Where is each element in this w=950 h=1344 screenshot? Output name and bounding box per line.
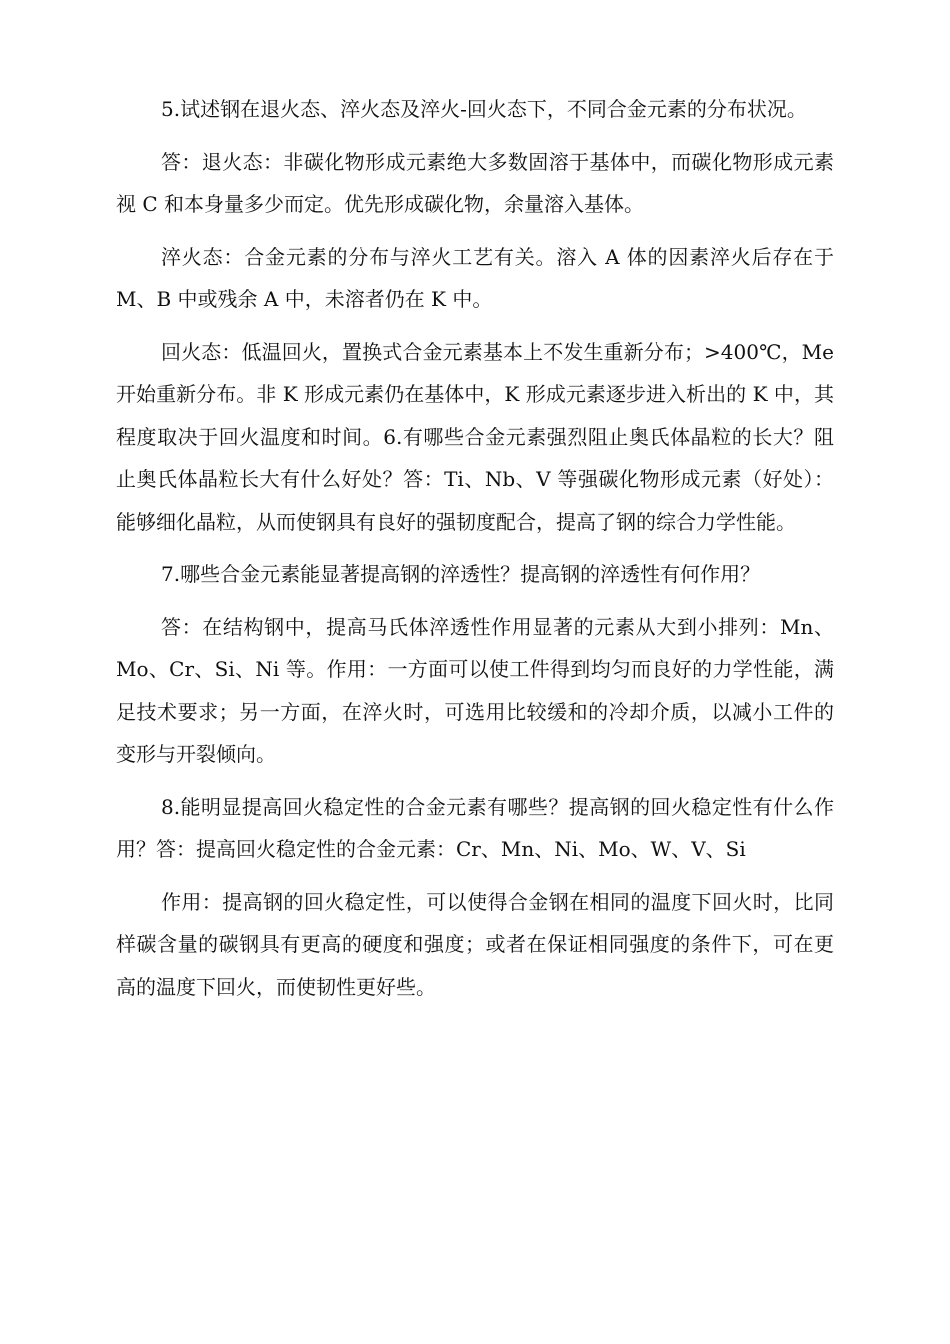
paragraph-q5: 5.试述钢在退火态、淬火态及淬火-回火态下，不同合金元素的分布状况。 (161, 97, 807, 121)
paragraph-tempered-state-q6: 回火态：低温回火，置换式合金元素基本上不发生重新分布；>400℃，Me 开始重新分布。非 K 形成元素仍在基体中，K 形成元素逐步进入析出的 K 中，其程度取决于回火温度和时间。6.有哪些合金元素强烈阻止奥氏体晶粒的长大？阻止奥氏体晶粒长大有什么好处？答：Ti、Nb、V 等强碳化物形成元素（好处）：能够细化晶粒，从而使钢具有良好的强韧度配合，提高了钢的综合力学性能。 (116, 339, 834, 534)
paragraph-quenched-state: 淬火态：合金元素的分布与淬火工艺有关。溶入 A 体的因素淬火后存在于 M、B 中或残余 A 中，未溶者仍在 K 中。 (116, 244, 834, 311)
paragraph-q7-answer: 答：在结构钢中，提高马氏体淬透性作用显著的元素从大到小排列：Mn、Mo、Cr、Si、Ni 等。作用：一方面可以使工件得到均匀而良好的力学性能，满足技术要求；另一方面，在淬火时，可选用比较缓和的冷却介质，以减小工件的变形与开裂倾向。 (116, 614, 834, 766)
paragraph-q8-effect: 作用：提高钢的回火稳定性，可以使得合金钢在相同的温度下回火时，比同样碳含量的碳钢具有更高的硬度和强度；或者在保证相同强度的条件下，可在更高的温度下回火，而使韧性更好些。 (116, 889, 834, 999)
paragraph-q8: 8.能明显提高回火稳定性的合金元素有哪些？提高钢的回火稳定性有什么作用？答：提高回火稳定性的合金元素：Cr、Mn、Ni、Mo、W、V、Si (116, 794, 834, 861)
document-body (116, 88, 834, 1018)
paragraph-q7: 7.哪些合金元素能显著提高钢的淬透性？提高钢的淬透性有何作用？ (161, 562, 761, 586)
paragraph-annealed-state: 答：退火态：非碳化物形成元素绝大多数固溶于基体中，而碳化物形成元素视 C 和本身量多少而定。优先形成碳化物，余量溶入基体。 (116, 149, 834, 216)
